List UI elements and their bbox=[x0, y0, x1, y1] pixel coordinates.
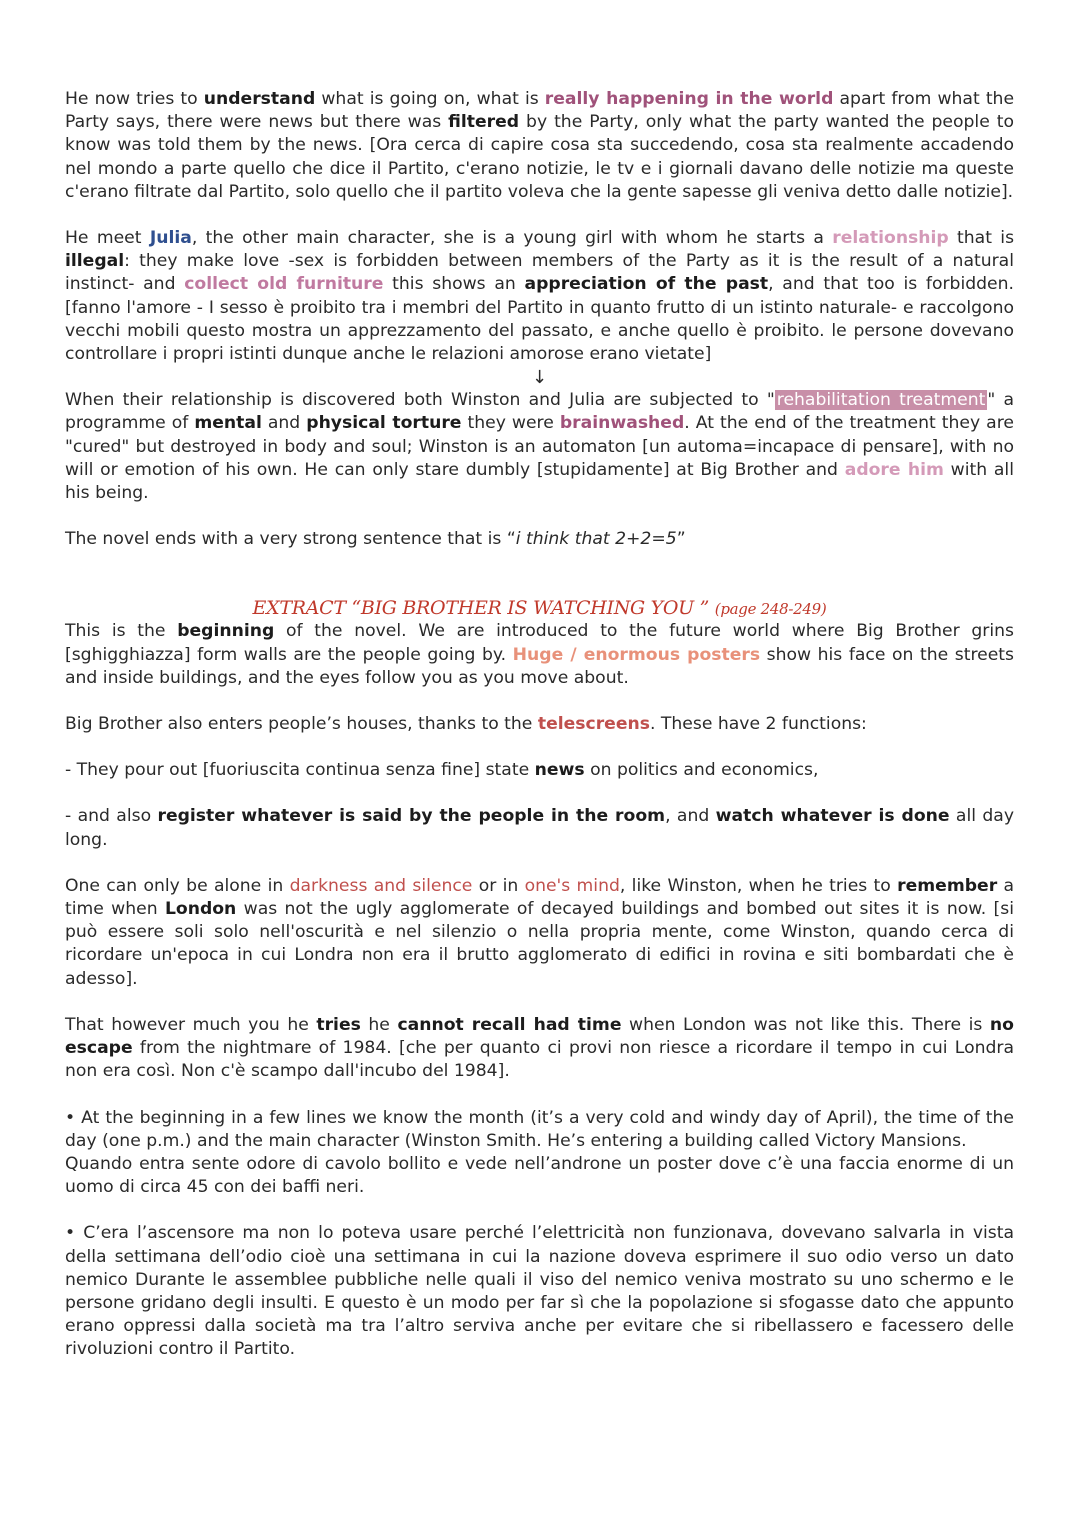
keyword-adore-him: adore him bbox=[844, 459, 944, 480]
list-item-register: - and also register whatever is said by the people in the room, and watch whatever is done all day long. bbox=[65, 806, 1014, 850]
keyword-beginning: beginning bbox=[177, 621, 275, 642]
keyword-relationship: relationship bbox=[832, 228, 949, 249]
paragraph-novel-ending: The novel ends with a very strong sentence that is “i think that 2+2=5” bbox=[65, 529, 686, 550]
paragraph-alone: One can only be alone in darkness and silence or in one's mind, like Winston, when he tries to remember a time when London was not the ugly agglomerate of decayed buildings and bombed out sites it is now. [si può essere soli solo nell'oscurità e nel silenzio o nella propria mente, come Winston, quando cerca di ricordare un'epoca in cui Londra non era il brutto agglomerato di edifici in rovina e siti bombardati che è adesso]. bbox=[65, 875, 1015, 989]
paragraph-cavolo: Quando entra sente odore di cavolo bollito e vede nell’androne un poster dove c’è una faccia enorme di un uomo di circa 45 con dei baffi neri. bbox=[65, 1153, 1014, 1198]
keyword-no-escape: no escape bbox=[65, 1014, 1014, 1059]
keyword-tries: tries bbox=[316, 1014, 361, 1035]
keyword-illegal: illegal bbox=[65, 251, 125, 272]
paragraph-rehabilitation: When their relationship is discovered both Winston and Julia are subjected to " rehabilitation treatment " a programme of mental and physical torture they were brainwashed. At the end of the treatment they are "cured" but destroyed in body and soul; Winston is an automaton [un automa=incapace di pensare], with no will or emotion of his own. He can only stare dumbly [stupidamente] at Big Brother and adore him with all his being. bbox=[65, 390, 1014, 504]
paragraph-telescreens: Big Brother also enters people’s houses, thanks to the telescreens. These have 2 functions: bbox=[65, 714, 867, 735]
keyword-telescreens: telescreens bbox=[537, 714, 650, 735]
extract-heading: EXTRACT “BIG BROTHER IS WATCHING YOU ” (page 248-249) bbox=[252, 597, 827, 620]
down-arrow-icon: ↓ bbox=[531, 367, 548, 389]
bullet-ascensore: • C’era l’ascensore ma non lo poteva usare perché l’elettricità non funzionava, dovevano salvarla in vista della settimana dell’odio cioè una settimana in cui la nazione doveva esprimere il suo odio verso un dato nemico Durante le assemblee pubbliche nelle quali il viso del nemico veniva mostrato su uno schermo e le persone gridano degli insulti. E questo è un modo per far sì che la popolazione si sfogasse dato che appunto erano oppressi dalla società ma tra l’altro serviva anche per evitare che si ribellassero e facessero delle rivoluzioni contro il Partito. bbox=[65, 1223, 1014, 1360]
keyword-remember: remember bbox=[897, 875, 998, 896]
keyword-news: news bbox=[534, 760, 585, 781]
keyword-watch: watch whatever is done bbox=[715, 806, 950, 827]
quote-2-plus-2: i think that 2+2=5 bbox=[515, 529, 677, 550]
bullet-beginning: • At the beginning in a few lines we know the month (it’s a very cold and windy day of April), the time of the day (one p.m.) and the main character (Winston Smith. He’s entering a building called Victory Mansions. bbox=[65, 1107, 1014, 1151]
keyword-appreciation-past: appreciation of the past bbox=[524, 274, 769, 295]
keyword-huge-posters: Huge / enormous posters bbox=[512, 644, 761, 665]
keyword-really-happening: really happening in the world bbox=[544, 89, 834, 109]
paragraph-no-escape: That however much you he tries he cannot recall had time when London was not like this. There is no escape from the nightmare of 1984. [che per quanto ci provi non riesce a ricordare il tempo in cui Londra non era così. Non c'è scampo dall'incubo del 1984]. bbox=[65, 1014, 1014, 1082]
highlight-rehabilitation-treatment: rehabilitation treatment bbox=[776, 390, 986, 411]
keyword-julia: Julia bbox=[149, 228, 192, 249]
paragraph-julia: He meet Julia, the other main character, she is a young girl with whom he starts a relationship that is illegal: they make love -sex is forbidden between members of the Party as it is the result of a natural instinct- and collect old furniture this shows an appreciation of the past, and that too is forbidden. [fanno l'amore - I sesso è proibito tra i membri del Partito in quanto frutto di un istinto naturale- e raccolgono vecchi mobili questo mostra un apprezzamento del passato, e anche quello è proibito. le persone dovevano controllare i propri istinti dunque anche le relazioni amorose erano vietate] bbox=[65, 228, 1015, 365]
extract-page-ref: (page 248-249) bbox=[714, 600, 827, 619]
keyword-old-furniture: collect old furniture bbox=[184, 274, 384, 295]
keyword-understand: understand bbox=[203, 89, 316, 109]
paragraph-understand: He now tries to understand what is going on, what is really happening in the world apart from what the Party says, there were news but there was filtered by the Party, only what the party wanted the people to know was told them by the news. [Ora cerca di capire cosa sta succedendo, cosa sta realmente accadendo nel mondo a parte quello che dice il Partito, c'erano notizie, le tv e i giornali davano delle notizie ma queste c'erano filtrate dal Partito, solo quello che il partito voleva che la gente sapesse gli veniva detto dalle notizie]. bbox=[65, 89, 1015, 202]
keyword-darkness-silence: darkness and silence bbox=[289, 875, 473, 896]
keyword-cannot-recall: cannot recall had time bbox=[397, 1014, 622, 1035]
keyword-london: London bbox=[164, 899, 237, 920]
keyword-filtered: filtered bbox=[448, 112, 520, 133]
keyword-ones-mind: one's mind bbox=[524, 875, 620, 896]
keyword-brainwashed: brainwashed bbox=[559, 413, 685, 434]
keyword-mental: mental bbox=[194, 413, 262, 434]
keyword-physical-torture: physical torture bbox=[306, 413, 462, 434]
paragraph-beginning: This is the beginning of the novel. We are introduced to the future world where Big Brother grins [sghigghiazza] form walls are the people going by. Huge / enormous posters show his face on the streets and inside buildings, and the eyes follow you as you move about. bbox=[65, 621, 1015, 688]
keyword-register: register whatever is said by the people in the room bbox=[157, 806, 666, 827]
list-item-news: - They pour out [fuoriuscita continua senza fine] state news on politics and economics, bbox=[65, 760, 819, 781]
